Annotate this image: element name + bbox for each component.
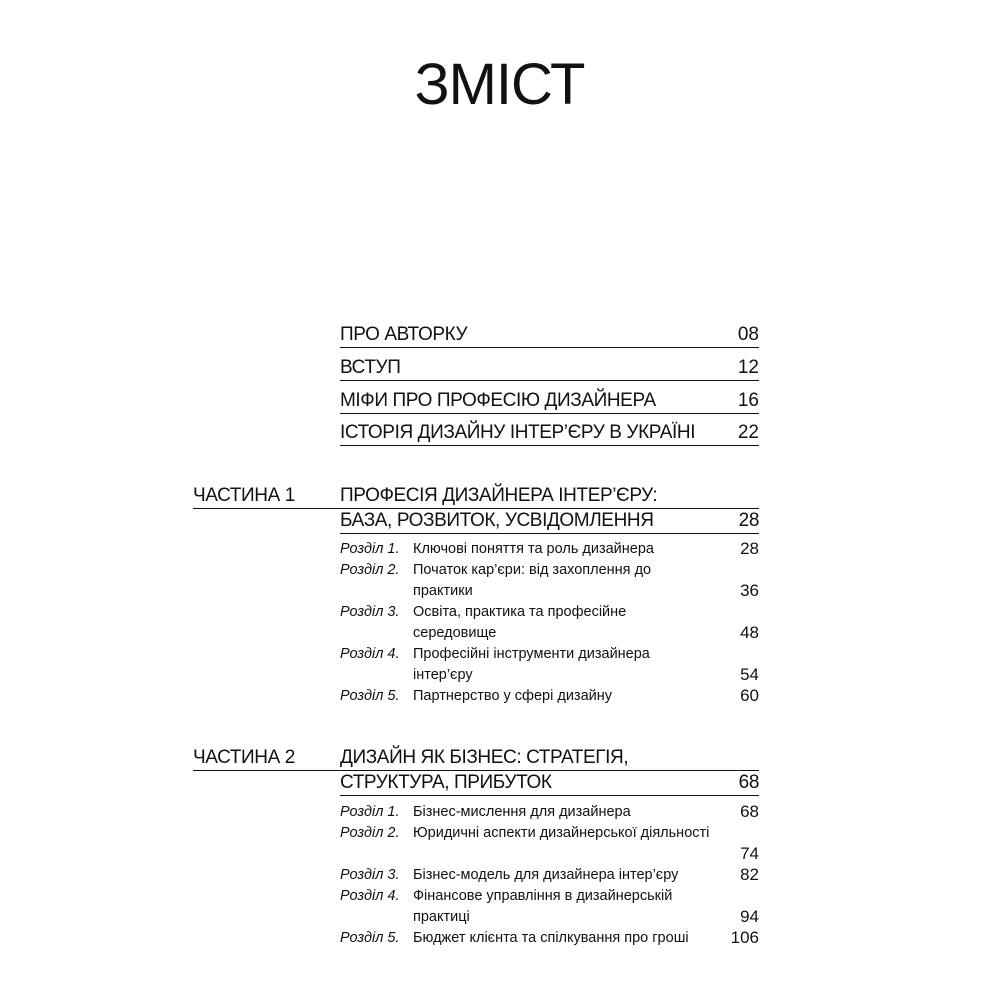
toc-entry-page: 16 [737,390,759,411]
chapter-label: Розділ 1. [340,804,400,820]
chapter-page: 106 [730,928,759,947]
chapter-page: 48 [740,623,759,642]
toc-entry-title: ІСТОРІЯ ДИЗАЙНУ ІНТЕР’ЄРУ В УКРАЇНІ [340,422,696,443]
chapter-page: 60 [740,686,759,705]
chapter-page: 36 [740,581,759,600]
chapter-entry[interactable] [340,802,759,823]
part-title-line-2-row [340,509,759,534]
chapter-label: Розділ 4. [340,888,400,904]
chapter-title: Ключові поняття та роль дизайнера [413,541,654,557]
chapter-label: Розділ 4. [340,646,400,662]
chapter-title: Бюджет клієнта та спілкування про гроші [413,930,689,946]
toc-entry-page: 12 [737,357,759,378]
chapter-page: 28 [740,539,759,558]
toc-entry-introduction[interactable] [340,356,759,381]
toc-entry-page: 08 [737,324,759,345]
chapter-title: Фінансове управління в дизайнерській практиці [413,888,673,925]
chapter-entry[interactable] [340,602,759,644]
chapter-title: Партнерство у сфері дизайну [413,688,612,704]
chapter-title: Бізнес-мислення для дизайнера [413,804,631,820]
page-title: ЗМІСТ [414,52,585,117]
chapter-title: Початок кар’єри: від захоплення до практики [413,562,652,599]
chapter-title: Професійні інструменти дизайнера інтер’єру [413,646,650,683]
part-2-title[interactable] [340,746,759,796]
part-1-title[interactable] [340,484,759,534]
chapter-label: Розділ 3. [340,867,400,883]
chapter-entry[interactable] [340,823,759,865]
chapter-entry[interactable] [340,865,759,886]
part-title-line-1: ДИЗАЙН ЯК БІЗНЕС: СТРАТЕГІЯ, [340,746,759,771]
chapter-title: Освіта, практика та професійне середовище [413,604,627,641]
chapter-entry[interactable] [340,644,759,686]
chapter-page: 54 [740,665,759,684]
chapter-entry[interactable] [340,560,759,602]
chapter-entry[interactable] [340,928,759,949]
part-title-line-2-row [340,771,759,796]
chapter-label: Розділ 3. [340,604,400,620]
toc-entry-history[interactable] [340,421,759,446]
toc-entry-about-author[interactable] [340,323,759,348]
toc-entry-myths[interactable] [340,389,759,414]
chapter-entry[interactable] [340,539,759,560]
toc-entry-title: ПРО АВТОРКУ [340,324,468,345]
chapter-page: 74 [740,844,759,863]
part-2-label: ЧАСТИНА 2 [193,746,340,771]
chapter-label: Розділ 2. [340,562,400,578]
part-page: 28 [738,510,759,531]
part-page: 68 [738,772,759,793]
chapter-label: Розділ 2. [340,825,400,841]
chapter-entry[interactable] [340,686,759,707]
chapter-label: Розділ 1. [340,541,400,557]
chapter-label: Розділ 5. [340,930,400,946]
toc-entry-title: ВСТУП [340,357,401,378]
chapter-page: 68 [740,802,759,821]
part-title-line-2: СТРУКТУРА, ПРИБУТОК [340,772,552,793]
chapter-label: Розділ 5. [340,688,400,704]
chapter-title: Юридичні аспекти дизайнерської діяльності [413,825,710,841]
part-title-line-2: БАЗА, РОЗВИТОК, УСВІДОМЛЕННЯ [340,510,654,531]
part-title-line-1: ПРОФЕСІЯ ДИЗАЙНЕРА ІНТЕР’ЄРУ: [340,484,759,509]
toc-entry-page: 22 [737,422,759,443]
chapter-page: 82 [740,865,759,884]
chapter-title: Бізнес-модель для дизайнера інтер’єру [413,867,679,883]
chapter-entry[interactable] [340,886,759,928]
chapter-page: 94 [740,907,759,926]
toc-entry-title: МІФИ ПРО ПРОФЕСІЮ ДИЗАЙНЕРА [340,390,656,411]
part-1-label: ЧАСТИНА 1 [193,484,340,509]
